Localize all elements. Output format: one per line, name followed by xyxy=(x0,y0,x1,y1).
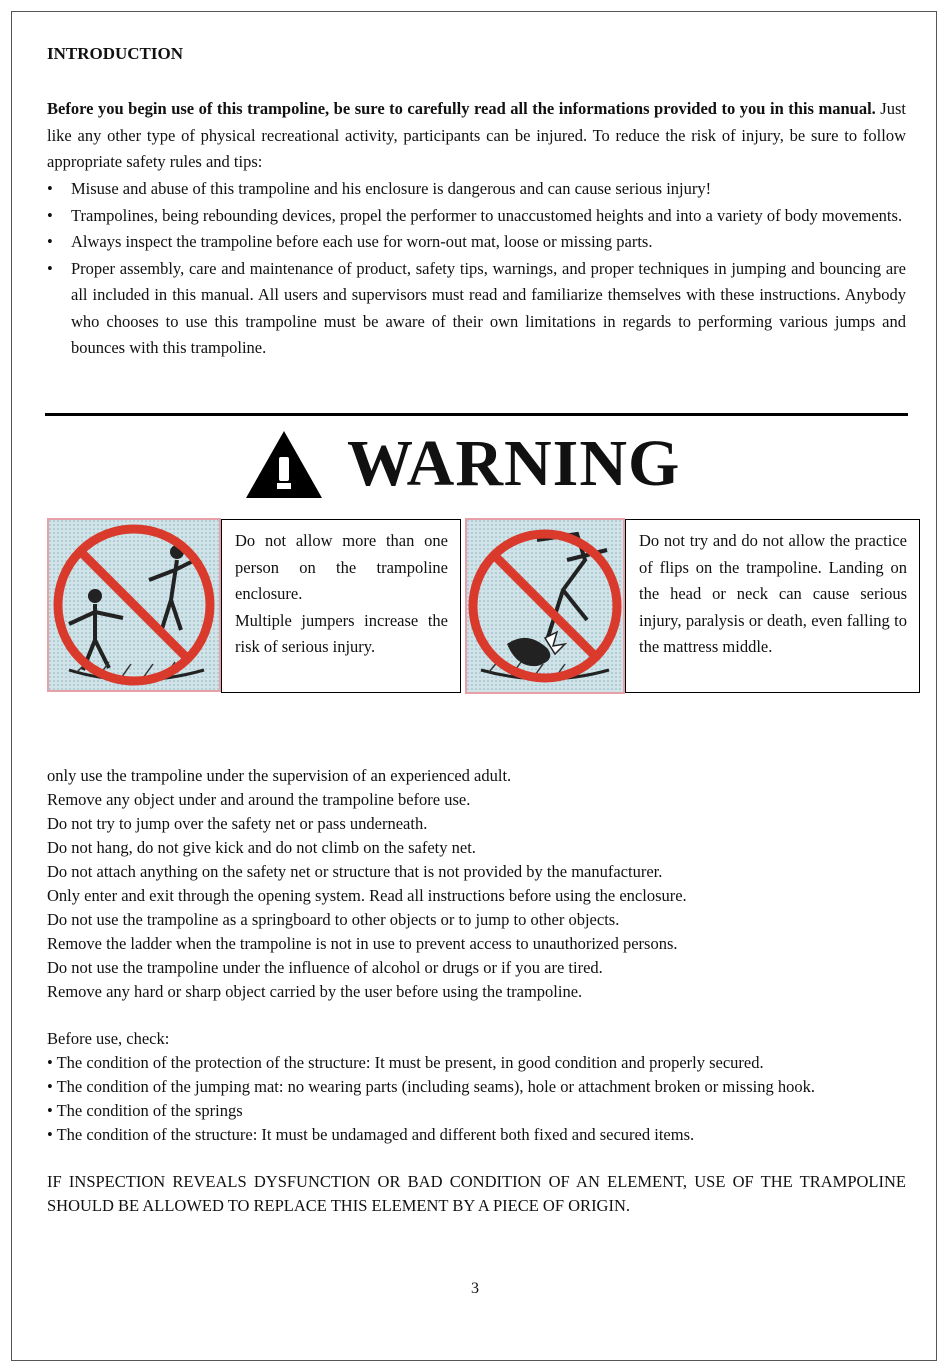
warning-label: WARNING xyxy=(347,427,681,500)
no-flips-icon xyxy=(465,518,625,694)
warning-triangle-icon xyxy=(245,429,323,499)
section-heading: INTRODUCTION xyxy=(47,44,184,63)
list-item: Only enter and exit through the opening system. Read all instructions before using the enclosure. xyxy=(47,886,687,905)
list-item: • The condition of the structure: It must be undamaged and different both fixed and secured items. xyxy=(47,1125,695,1144)
checklist-title: Before use, check: xyxy=(47,1029,170,1048)
list-item: Remove any object under and around the trampoline before use. xyxy=(47,790,471,809)
list-item: • The condition of the protection of the structure: It must be present, in good condition and properly secured. xyxy=(47,1053,764,1072)
bullet-symbol: • xyxy=(47,232,53,251)
list-item: • The condition of the jumping mat: no wearing parts (including seams), hole or attachment broken or missing hook. xyxy=(47,1077,815,1096)
bullet-symbol: • xyxy=(47,258,53,278)
list-item-text: Trampolines, being rebounding devices, propel the performer to unaccustomed heights and into a variety of body movements. xyxy=(71,205,903,225)
list-item xyxy=(47,176,906,203)
list-item-text: Misuse and abuse of this trampoline and his enclosure is dangerous and can cause serious injury! xyxy=(71,179,712,198)
page-number: 3 xyxy=(471,1280,479,1297)
list-item: Do not try to jump over the safety net or pass underneath. xyxy=(47,814,428,833)
list-item: • The condition of the springs xyxy=(47,1101,243,1120)
list-item: Do not attach anything on the safety net or structure that is not provided by the manufacturer. xyxy=(47,862,663,881)
safety-rules-list xyxy=(47,764,917,1004)
warning-box-text: Multiple jumpers increase the risk of serious injury. xyxy=(235,610,448,656)
intro-text: Just like any other type of physical recreational activity, participants can be injured. To reduce the risk of injury, be sure to follow appropriate safety rules and tips: xyxy=(47,99,906,171)
list-item: Do not hang, do not give kick and do not climb on the safety net. xyxy=(47,838,476,857)
intro-paragraph xyxy=(47,96,906,176)
list-item xyxy=(47,256,906,362)
list-item: Remove any hard or sharp object carried by the user before using the trampoline. xyxy=(47,982,583,1001)
warning-banner xyxy=(245,424,680,504)
warning-box-text: Do not try and do not allow the practice of flips on the trampoline. Landing on the head or neck can cause serious injury, paralysis or death, even falling to the mattress middle. xyxy=(639,531,907,656)
bullet-symbol: • xyxy=(47,179,53,198)
list-item: Do not use the trampoline as a springboard to other objects or to jump to other objects. xyxy=(47,910,620,929)
list-item: Do not use the trampoline under the influence of alcohol or drugs or if you are tired. xyxy=(47,958,603,977)
inspection-notice: IF INSPECTION REVEALS DYSFUNCTION OR BAD CONDITION OF AN ELEMENT, USE OF THE TRAMPOLINE SHOULD BE ALLOWED TO REPLACE THIS ELEMENT BY A PIECE OF ORIGIN. xyxy=(47,1172,906,1215)
list-item xyxy=(47,229,906,256)
warning-box-multiple-jumpers xyxy=(221,519,461,693)
list-item-text: Proper assembly, care and maintenance of product, safety tips, warnings, and proper techniques in jumping and bouncing are all included in this manual. All users and supervisors must read and familiarize themselves with these instructions. Anybody who chooses to use this trampoline must be aware of their own limitations in regards to performing various jumps and bounces with this trampoline. xyxy=(71,258,906,357)
list-item-text: Always inspect the trampoline before each use for worn-out mat, loose or missing parts. xyxy=(71,232,653,251)
intro-bullet-list xyxy=(47,176,906,362)
warning-box-flips xyxy=(625,519,920,693)
list-item: only use the trampoline under the supervision of an experienced adult. xyxy=(47,766,512,785)
list-item xyxy=(47,203,906,230)
intro-bold-text: Before you begin use of this trampoline, be sure to carefully read all the informations provided to you in this manual. xyxy=(47,99,876,118)
warning-box-text: Do not allow more than one person on the trampoline enclosure. xyxy=(235,531,448,603)
bullet-symbol: • xyxy=(47,205,53,225)
section-divider xyxy=(45,413,908,416)
list-item: Remove the ladder when the trampoline is not in use to prevent access to unauthorized persons. xyxy=(47,934,678,953)
no-multiple-jumpers-icon xyxy=(47,518,221,692)
pre-use-checklist xyxy=(47,1027,927,1147)
